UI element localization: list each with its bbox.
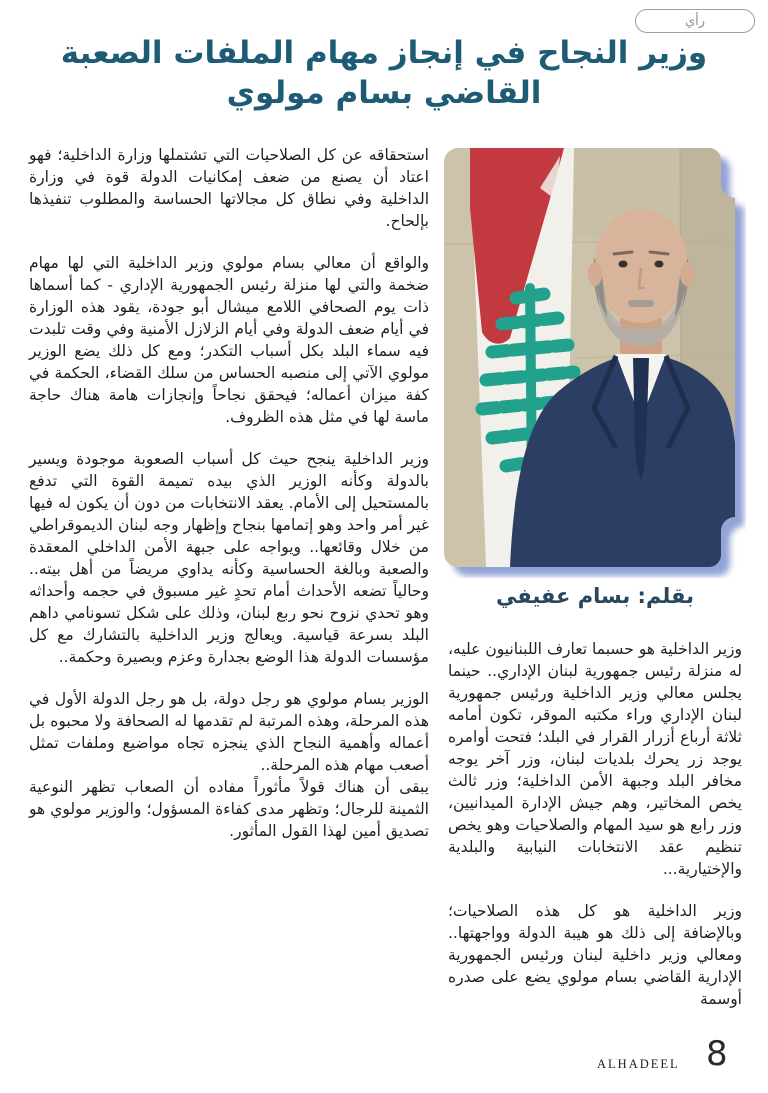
byline <box>448 584 742 608</box>
page-number: 8 <box>706 1034 728 1074</box>
page-title-line2: القاضي بسام مولوي <box>226 74 542 111</box>
minister-portrait-graphic <box>444 148 746 578</box>
article-left-column <box>29 144 429 842</box>
article-paragraph: وزير الداخلية ينجح حيث كل أسباب الصعوبة موجودة ويسير بالدولة وكأنه الوزير الذي بيده تميمة القوة التي تدفع بالمستحيل إلى الأمام. يعقد الانتخابات من دون أن يكون له فيها غير أمر واحد وهو إتمامها بنجاح وإظهار وجه لبنان الديموقراطي من خلال وقائعها.. ويواجه على جبهة الأمن الداخلي المعقدة والصعبة وبالغة الحساسية وكأنه يداوي مريضاً من أهل بيته.. وحالياً تضعه الأحداث أمام تحدٍ غير مسبوق في حجمه وأحداثه وهو تحدي نزوح نحو ربع لبنان، وذلك على شكل تسونامي داهم البلد بسرعة قياسية. ويعالج وزير الداخلية بالتشارك مع كل مؤسسات الدولة هذا الوضع بجدارة وعزم وبصيرة وحكمة.. <box>29 450 429 666</box>
article-paragraph: وزير الداخلية هو حسبما تعارف اللبنانيون عليه، له منزلة رئيس جمهورية لبنان الإداري.. حينما يجلس معالي وزير الداخلية ورئيس جمهورية لبنان الإداري وراء مكتبه الموقر، تكون أمامه ثلاثة أرباع أزرار القرار في البلد؛ فتحت أوامره يوجد زر يحرك بلديات لبنان، وزر آخر يوجه مخافر البلد وجبهة الأمن الداخلية؛ وزر ثالث يخص المخاتير، وهم جيش الإدارة الميدانيين، وزر رابع هو سيد المهام والصلاحيات وهو يخص تنظيم عقد الانتخابات النيابية والبلدية والإختيارية... <box>448 640 742 878</box>
byline-label: بقلم: بسام عفيفي <box>496 584 694 608</box>
minister-portrait-photo <box>444 148 746 578</box>
article-right-column <box>448 638 742 1010</box>
article-paragraph: وزير الداخلية هو كل هذه الصلاحيات؛ وبالإضافة إلى ذلك هو هيبة الدولة وواجهتها.. ومعالي وزير داخلية لبنان ورئيس الجمهورية الإدارية القاضي بسام مولوي يضع على صدره أوسمة <box>448 902 742 1008</box>
page-title-line1: وزير النجاح في إنجاز مهام الملفات الصعبة <box>60 35 708 71</box>
category-tag <box>635 9 755 33</box>
category-tag-label: رأي <box>684 13 706 29</box>
publication-name: ALHADEEL <box>597 1057 680 1071</box>
article-paragraph: يبقى أن هناك قولاً مأثوراً مفاده أن الصعاب تظهر النوعية الثمينة للرجال؛ وتظهر مدى كفاءة المسؤول؛ والوزير مولوي هو تصديق أمين لهذا القول المأثور. <box>29 778 429 840</box>
page-title <box>0 34 768 113</box>
article-paragraph: الوزير بسام مولوي هو رجل دولة، بل هو رجل الدولة الأول في هذه المرحلة، وهذه المرتبة لم تقدمها له الصحافة ولا محبوه بل أعماله وأهمية النجاح الذي ينجزه تجاه مواضيع وملفات تمثل أصعب مهام هذه المرحلة.. <box>29 690 429 774</box>
article-paragraph: استحقاقه عن كل الصلاحيات التي تشتملها وزارة الداخلية؛ فهو اعتاد أن يصنع من ضعف إمكانيات الدولة قوة في وزارة الداخلية وفي نطاق كل مجالاتها الحساسة والمطلوب تنفيذها بإلحاح. <box>29 146 429 230</box>
article-paragraph: والواقع أن معالي بسام مولوي وزير الداخلية التي لها مهام ضخمة والتي لها منزلة رئيس الجمهورية الإداري - كما أسماها ذات يوم الصحافي اللامع ميشال أبو جودة، يقود هذه الوزارة في أيام ضعف الدولة وفي أيام الزلازل الأمنية وفي وقت تلبدت فيه سماء البلد بكل أسباب التكدر؛ ومع كل ذلك يضع الوزير مولوي الآتي إلى منصبه الحساس من سلك القضاء، الحكمة في كفة ميزان أعماله؛ فيحقق نجاحاً وإنجازات هامة هناك حاجة ماسة لها في مثل هذه الظروف. <box>29 254 429 426</box>
